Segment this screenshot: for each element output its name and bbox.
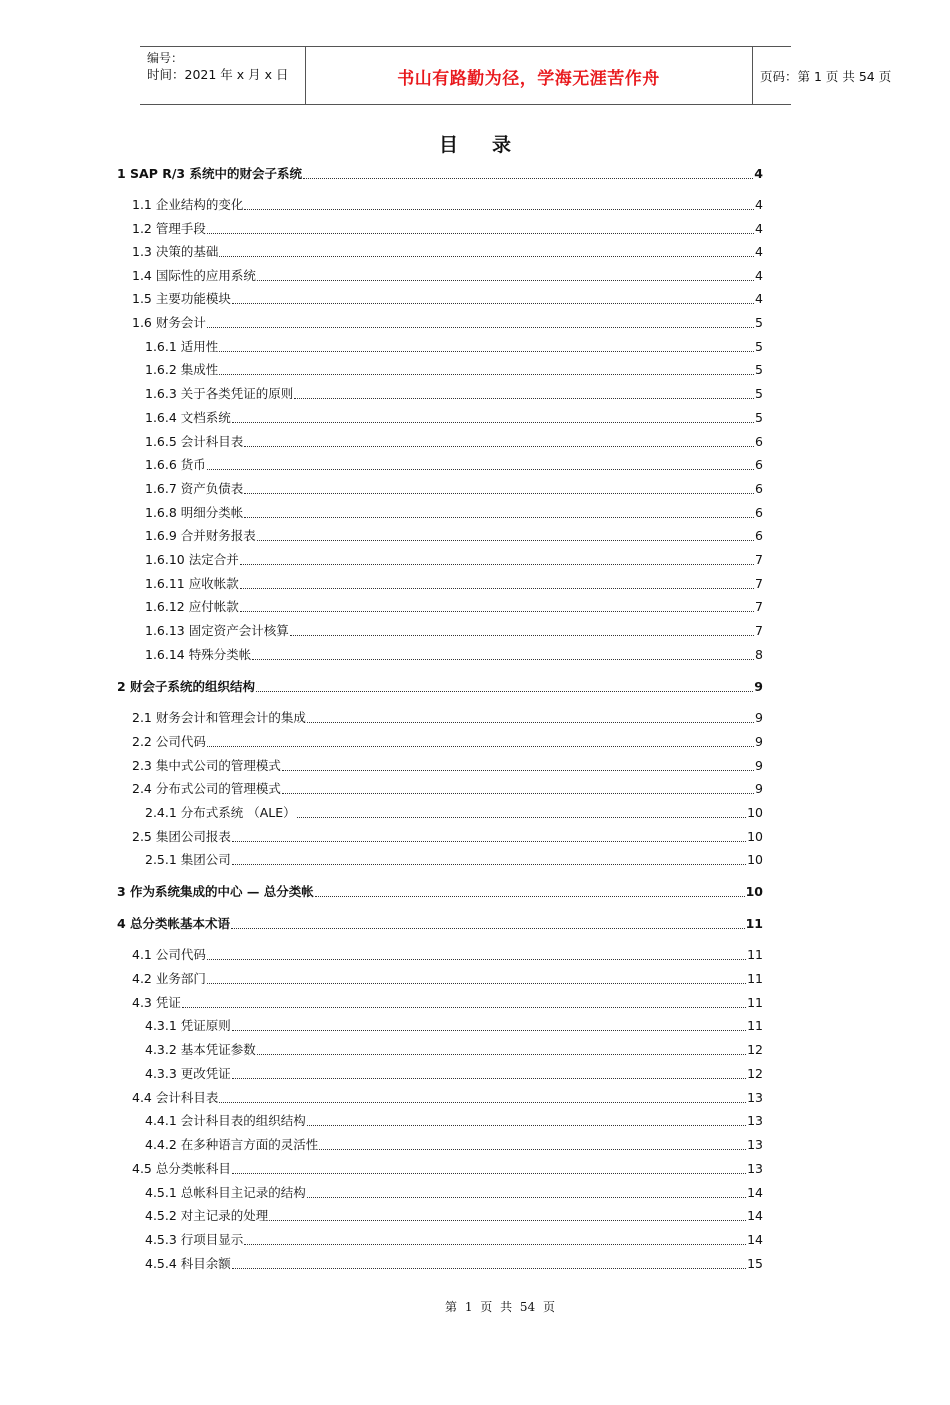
toc-dot-leader bbox=[232, 1268, 746, 1269]
toc-entry-page-number: 11 bbox=[745, 916, 763, 931]
toc-entry-page-number: 6 bbox=[755, 457, 763, 472]
toc-entry-title: 1.6.8 明细分类帐 bbox=[145, 505, 244, 520]
toc-entry[interactable] bbox=[145, 1136, 763, 1154]
toc-entry-page-number: 7 bbox=[755, 623, 763, 638]
toc-entry-title: 4.3.2 基本凭证参数 bbox=[145, 1042, 256, 1057]
toc-entry[interactable] bbox=[145, 1065, 763, 1083]
toc-entry[interactable] bbox=[145, 1017, 763, 1035]
toc-dot-leader bbox=[290, 635, 754, 636]
toc-entry-title: 1.6.14 特殊分类帐 bbox=[145, 647, 252, 662]
toc-entry-title: 1.6.1 适用性 bbox=[145, 339, 219, 354]
toc-dot-leader bbox=[219, 351, 754, 352]
toc-entry-title: 4.1 公司代码 bbox=[132, 947, 206, 962]
toc-entry[interactable] bbox=[132, 757, 763, 775]
toc-entry-title: 1.6.5 会计科目表 bbox=[145, 434, 244, 449]
toc-entry-title: 4.2 业务部门 bbox=[132, 971, 206, 986]
toc-entry-title: 4.4 会计科目表 bbox=[132, 1090, 219, 1105]
toc-dot-leader bbox=[256, 691, 753, 692]
toc-dot-leader bbox=[182, 1007, 746, 1008]
toc-dot-leader bbox=[244, 209, 754, 210]
toc-entry[interactable] bbox=[132, 709, 763, 727]
toc-entry[interactable] bbox=[132, 220, 763, 238]
toc-dot-leader bbox=[232, 303, 754, 304]
toc-entry[interactable] bbox=[132, 196, 763, 214]
toc-entry[interactable] bbox=[145, 409, 763, 427]
toc-entry-page-number: 4 bbox=[755, 197, 763, 212]
toc-entry-title: 1.6.10 法定合并 bbox=[145, 552, 239, 567]
toc-entry-title: 1.6.11 应收帐款 bbox=[145, 576, 239, 591]
toc-dot-leader bbox=[232, 1078, 746, 1079]
toc-dot-leader bbox=[244, 493, 754, 494]
toc-entry-title: 4.4.1 会计科目表的组织结构 bbox=[145, 1113, 306, 1128]
toc-dot-leader bbox=[219, 374, 754, 375]
toc-entry-title: 4.5 总分类帐科目 bbox=[132, 1161, 231, 1176]
toc-dot-leader bbox=[269, 1220, 746, 1221]
toc-entry[interactable] bbox=[145, 575, 763, 593]
toc-entry-page-number: 9 bbox=[754, 679, 763, 694]
toc-entry-title: 4 总分类帐基本术语 bbox=[117, 916, 231, 931]
toc-entry[interactable] bbox=[145, 504, 763, 522]
toc-dot-leader bbox=[231, 928, 745, 929]
toc-entry-title: 2.5 集团公司报表 bbox=[132, 829, 231, 844]
toc-entry-page-number: 5 bbox=[755, 339, 763, 354]
toc-entry-title: 1.6.6 货币 bbox=[145, 457, 206, 472]
toc-dot-leader bbox=[257, 280, 754, 281]
toc-entry-page-number: 6 bbox=[755, 434, 763, 449]
toc-dot-leader bbox=[232, 864, 746, 865]
toc-dot-leader bbox=[207, 327, 754, 328]
header-page-info: 页码：第 1 页 共 54 页 bbox=[760, 69, 892, 84]
toc-entry[interactable] bbox=[145, 1041, 763, 1059]
toc-entry[interactable] bbox=[145, 385, 763, 403]
toc-entry[interactable] bbox=[132, 1160, 763, 1178]
toc-entry[interactable] bbox=[132, 314, 763, 332]
toc-dot-leader bbox=[252, 659, 754, 660]
toc-entry-page-number: 6 bbox=[755, 481, 763, 496]
toc-entry-title: 1 SAP R/3 系统中的财会子系统 bbox=[117, 166, 302, 181]
toc-dot-leader bbox=[257, 1054, 746, 1055]
toc-entry[interactable] bbox=[145, 851, 763, 869]
toc-dot-leader bbox=[207, 746, 754, 747]
toc-entry-title: 1.6.13 固定资产会计核算 bbox=[145, 623, 289, 638]
toc-entry-page-number: 4 bbox=[755, 221, 763, 236]
toc-entry-page-number: 12 bbox=[747, 1042, 763, 1057]
toc-entry-title: 2.2 公司代码 bbox=[132, 734, 206, 749]
toc-entry-title: 1.6.12 应付帐款 bbox=[145, 599, 239, 614]
toc-entry-title: 1.4 国际性的应用系统 bbox=[132, 268, 256, 283]
toc-entry[interactable] bbox=[145, 804, 763, 822]
page-footer: 第 1 页 共 54 页 bbox=[445, 1300, 555, 1314]
toc-entry-title: 1.6 财务会计 bbox=[132, 315, 206, 330]
toc-entry-page-number: 15 bbox=[747, 1256, 763, 1271]
toc-entry[interactable] bbox=[145, 646, 763, 664]
toc-entry-page-number: 10 bbox=[745, 884, 763, 899]
toc-dot-leader bbox=[319, 1149, 746, 1150]
toc-entry-page-number: 10 bbox=[747, 829, 763, 844]
toc-dot-leader bbox=[315, 896, 745, 897]
toc-dot-leader bbox=[297, 817, 746, 818]
toc-dot-leader bbox=[244, 517, 754, 518]
toc-entry-page-number: 11 bbox=[747, 971, 763, 986]
toc-entry-title: 2.1 财务会计和管理会计的集成 bbox=[132, 710, 306, 725]
toc-entry-page-number: 9 bbox=[755, 781, 763, 796]
toc-dot-leader bbox=[232, 1030, 746, 1031]
toc-entry[interactable] bbox=[145, 1231, 763, 1249]
toc-entry[interactable] bbox=[132, 970, 763, 988]
toc-entry[interactable] bbox=[117, 165, 763, 183]
toc-entry[interactable] bbox=[132, 994, 763, 1012]
toc-entry-page-number: 7 bbox=[755, 576, 763, 591]
toc-entry[interactable] bbox=[132, 290, 763, 308]
toc-entry-title: 1.3 决策的基础 bbox=[132, 244, 219, 259]
toc-entry-title: 2.3 集中式公司的管理模式 bbox=[132, 758, 281, 773]
toc-entry[interactable] bbox=[145, 480, 763, 498]
toc-entry[interactable] bbox=[132, 780, 763, 798]
toc-entry-page-number: 11 bbox=[747, 947, 763, 962]
toc-entry[interactable] bbox=[145, 551, 763, 569]
toc-entry[interactable] bbox=[132, 733, 763, 751]
toc-dot-leader bbox=[244, 1244, 746, 1245]
toc-entry-page-number: 5 bbox=[755, 362, 763, 377]
toc-dot-leader bbox=[244, 446, 754, 447]
toc-entry-page-number: 13 bbox=[747, 1137, 763, 1152]
toc-entry[interactable] bbox=[132, 828, 763, 846]
toc-dot-leader bbox=[232, 841, 746, 842]
toc-entry-title: 4.3.1 凭证原则 bbox=[145, 1018, 231, 1033]
toc-entry-title: 4.5.2 对主记录的处理 bbox=[145, 1208, 269, 1223]
toc-entry-page-number: 14 bbox=[747, 1185, 763, 1200]
toc-entry-title: 4.3.3 更改凭证 bbox=[145, 1066, 231, 1081]
toc-dot-leader bbox=[307, 1197, 746, 1198]
toc-dot-leader bbox=[207, 959, 746, 960]
toc-entry-page-number: 7 bbox=[755, 599, 763, 614]
toc-entry-page-number: 6 bbox=[755, 528, 763, 543]
toc-dot-leader bbox=[257, 540, 754, 541]
toc-dot-leader bbox=[240, 588, 754, 589]
toc-entry[interactable] bbox=[117, 678, 763, 696]
toc-dot-leader bbox=[282, 770, 754, 771]
toc-entry-title: 1.6.7 资产负债表 bbox=[145, 481, 244, 496]
toc-entry-page-number: 12 bbox=[747, 1066, 763, 1081]
toc-entry[interactable] bbox=[132, 267, 763, 285]
toc-dot-leader bbox=[232, 422, 754, 423]
toc-entry-title: 4.4.2 在多种语言方面的灵活性 bbox=[145, 1137, 319, 1152]
toc-entry-page-number: 13 bbox=[747, 1161, 763, 1176]
toc-entry-page-number: 4 bbox=[755, 244, 763, 259]
toc-entry[interactable] bbox=[132, 946, 763, 964]
toc-entry-page-number: 9 bbox=[755, 758, 763, 773]
toc-dot-leader bbox=[219, 1102, 746, 1103]
toc-entry-page-number: 4 bbox=[755, 268, 763, 283]
toc-entry-page-number: 11 bbox=[747, 1018, 763, 1033]
toc-entry[interactable] bbox=[145, 1207, 763, 1225]
toc-entry[interactable] bbox=[145, 433, 763, 451]
toc-entry[interactable] bbox=[117, 915, 763, 933]
toc-dot-leader bbox=[232, 1173, 746, 1174]
toc-entry-title: 1.5 主要功能模块 bbox=[132, 291, 231, 306]
toc-entry-page-number: 10 bbox=[747, 805, 763, 820]
toc-entry[interactable] bbox=[145, 527, 763, 545]
toc-entry-page-number: 11 bbox=[747, 995, 763, 1010]
toc-dot-leader bbox=[207, 983, 746, 984]
toc-entry[interactable] bbox=[132, 1089, 763, 1107]
toc-dot-leader bbox=[294, 398, 754, 399]
toc-entry-title: 2 财会子系统的组织结构 bbox=[117, 679, 256, 694]
toc-entry-title: 2.4 分布式公司的管理模式 bbox=[132, 781, 281, 796]
toc-entry-title: 3 作为系统集成的中心 — 总分类帐 bbox=[117, 884, 314, 899]
header-motto: 书山有路勤为径，学海无涯苦作舟 bbox=[397, 69, 660, 89]
toc-dot-leader bbox=[207, 469, 754, 470]
toc-entry-page-number: 9 bbox=[755, 734, 763, 749]
toc-entry-page-number: 14 bbox=[747, 1208, 763, 1223]
toc-dot-leader bbox=[282, 793, 754, 794]
toc-entry-title: 4.5.3 行项目显示 bbox=[145, 1232, 244, 1247]
toc-entry-title: 2.4.1 分布式系统 （ALE） bbox=[145, 805, 296, 820]
toc-entry-page-number: 4 bbox=[754, 166, 763, 181]
toc-entry[interactable] bbox=[145, 1112, 763, 1130]
toc-entry-page-number: 5 bbox=[755, 410, 763, 425]
toc-entry-page-number: 8 bbox=[755, 647, 763, 662]
toc-entry-page-number: 7 bbox=[755, 552, 763, 567]
toc-entry[interactable] bbox=[117, 883, 763, 901]
toc-entry-page-number: 10 bbox=[747, 852, 763, 867]
toc-entry-title: 4.3 凭证 bbox=[132, 995, 181, 1010]
toc-entry[interactable] bbox=[145, 598, 763, 616]
document-number-label: 编号： bbox=[147, 51, 184, 65]
toc-entry-title: 2.5.1 集团公司 bbox=[145, 852, 231, 867]
toc-entry[interactable] bbox=[145, 1255, 763, 1273]
toc-dot-leader bbox=[240, 564, 754, 565]
toc-dot-leader bbox=[307, 1125, 746, 1126]
toc-title: 目录 bbox=[438, 134, 545, 156]
toc-entry-title: 1.6.4 文档系统 bbox=[145, 410, 231, 425]
toc-entry-title: 1.1 企业结构的变化 bbox=[132, 197, 244, 212]
toc-dot-leader bbox=[307, 722, 754, 723]
toc-entry-title: 1.2 管理手段 bbox=[132, 221, 206, 236]
toc-entry[interactable] bbox=[145, 456, 763, 474]
toc-entry-page-number: 9 bbox=[755, 710, 763, 725]
toc-entry[interactable] bbox=[145, 622, 763, 640]
toc-entry-page-number: 14 bbox=[747, 1232, 763, 1247]
toc-dot-leader bbox=[240, 611, 754, 612]
toc-entry-title: 1.6.9 合并财务报表 bbox=[145, 528, 256, 543]
toc-entry-title: 4.5.4 科目余额 bbox=[145, 1256, 231, 1271]
toc-entry-page-number: 5 bbox=[755, 315, 763, 330]
toc-entry-title: 1.6.2 集成性 bbox=[145, 362, 219, 377]
toc-entry-page-number: 13 bbox=[747, 1113, 763, 1128]
toc-dot-leader bbox=[207, 233, 754, 234]
toc-dot-leader bbox=[219, 256, 754, 257]
toc-entry-title: 4.5.1 总帐科目主记录的结构 bbox=[145, 1185, 306, 1200]
toc-dot-leader bbox=[303, 178, 753, 179]
toc-entry[interactable] bbox=[145, 338, 763, 356]
document-time-label: 时间：2021 年 x 月 x 日 bbox=[147, 67, 289, 82]
toc-entry[interactable] bbox=[145, 361, 763, 379]
toc-entry-title: 1.6.3 关于各类凭证的原则 bbox=[145, 386, 294, 401]
toc-entry-page-number: 6 bbox=[755, 505, 763, 520]
toc-entry[interactable] bbox=[132, 243, 763, 261]
toc-entry-page-number: 13 bbox=[747, 1090, 763, 1105]
toc-entry-page-number: 4 bbox=[755, 291, 763, 306]
toc-entry[interactable] bbox=[145, 1184, 763, 1202]
toc-entry-page-number: 5 bbox=[755, 386, 763, 401]
